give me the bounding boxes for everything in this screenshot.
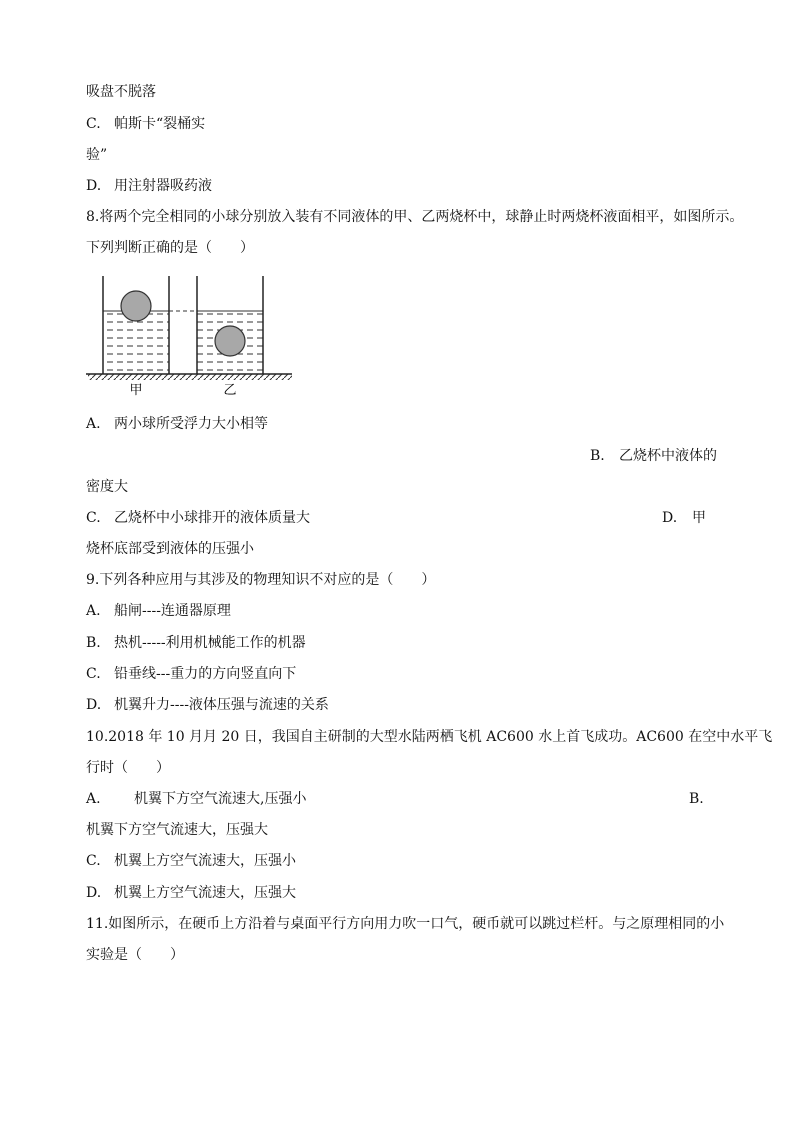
q8-option-b-continuation: 密度大	[86, 479, 128, 495]
q7-option-b-continuation: 吸盘不脱落	[86, 84, 156, 100]
q11-stem-line-1: 11.如图所示，在硬币上方沿着与桌面平行方向用力吹一口气，硬币就可以跳过栏杆。与之原理相同的小	[86, 916, 725, 932]
q10-option-a-label: A.	[86, 791, 101, 807]
q10-option-c-label: C.	[86, 853, 101, 869]
q8-option-a-text: 两小球所受浮力大小相等	[114, 416, 268, 432]
q8-option-d-label: D.	[662, 510, 678, 526]
q10-option-b-continuation: 机翼下方空气流速大，压强大	[86, 822, 268, 838]
q9-option-a-text: 船闸----连通器原理	[114, 603, 231, 619]
q9-option-b-text: 热机-----利用机械能工作的机器	[114, 635, 306, 651]
q9-option-c-text: 铅垂线---重力的方向竖直向下	[114, 666, 297, 682]
q8-option-b-text: 乙烧杯中液体的	[619, 448, 717, 464]
q10-option-c-text: 机翼上方空气流速大，压强小	[114, 853, 296, 869]
q7-option-d-text: 用注射器吸药液	[114, 178, 212, 194]
q7-option-c-label: C.	[86, 116, 101, 132]
ball-suspended	[215, 326, 245, 356]
label-yi: 乙	[223, 383, 237, 398]
q10-option-d-text: 机翼上方空气流速大，压强大	[114, 885, 296, 901]
q11-stem-line-2: 实验是（ ）	[86, 947, 184, 963]
q7-option-c-text: 帕斯卡“裂桶实	[114, 116, 206, 132]
q10-option-b-label: B.	[689, 791, 704, 807]
q10-stem-line-1: 10.2018 年 10 月月 20 日，我国自主研制的大型水陆两栖飞机 AC600 水上首飞成功。AC600 在空中水平飞	[86, 729, 773, 745]
beaker-right	[197, 276, 263, 374]
q9-option-c-label: C.	[86, 666, 101, 682]
q9-stem: 9.下列各种应用与其涉及的物理知识不对应的是（ ）	[86, 572, 436, 588]
q9-option-b-label: B.	[86, 635, 101, 651]
q8-option-c-label: C.	[86, 510, 101, 526]
q9-option-a-label: A.	[86, 603, 101, 619]
beaker-left	[103, 276, 169, 374]
ground-hatch	[88, 374, 292, 380]
q8-option-c-text: 乙烧杯中小球排开的液体质量大	[114, 510, 310, 526]
q9-option-d-label: D.	[86, 697, 102, 713]
q8-option-d-continuation: 烧杯底部受到液体的压强小	[86, 541, 254, 557]
label-jia: 甲	[129, 383, 143, 398]
q8-option-a-label: A.	[86, 416, 101, 432]
q8-stem-line-1: 8.将两个完全相同的小球分别放入装有不同液体的甲、乙两烧杯中，球静止时两烧杯液面相平，如图所示。	[86, 209, 744, 225]
q8-option-d-text: 甲	[692, 510, 706, 526]
q7-option-c-continuation: 验”	[86, 147, 108, 163]
q8-option-b-label: B.	[590, 448, 605, 464]
q10-option-a-text: 机翼下方空气流速大,压强小	[134, 791, 307, 807]
q8-stem-line-2: 下列判断正确的是（ ）	[86, 240, 254, 256]
q8-beakers-figure	[86, 270, 296, 400]
q10-stem-line-2: 行时（ ）	[86, 760, 170, 776]
q10-option-d-label: D.	[86, 885, 102, 901]
q9-option-d-text: 机翼升力----液体压强与流速的关系	[114, 697, 329, 713]
ball-floating	[121, 291, 151, 321]
q7-option-d-label: D.	[86, 178, 102, 194]
